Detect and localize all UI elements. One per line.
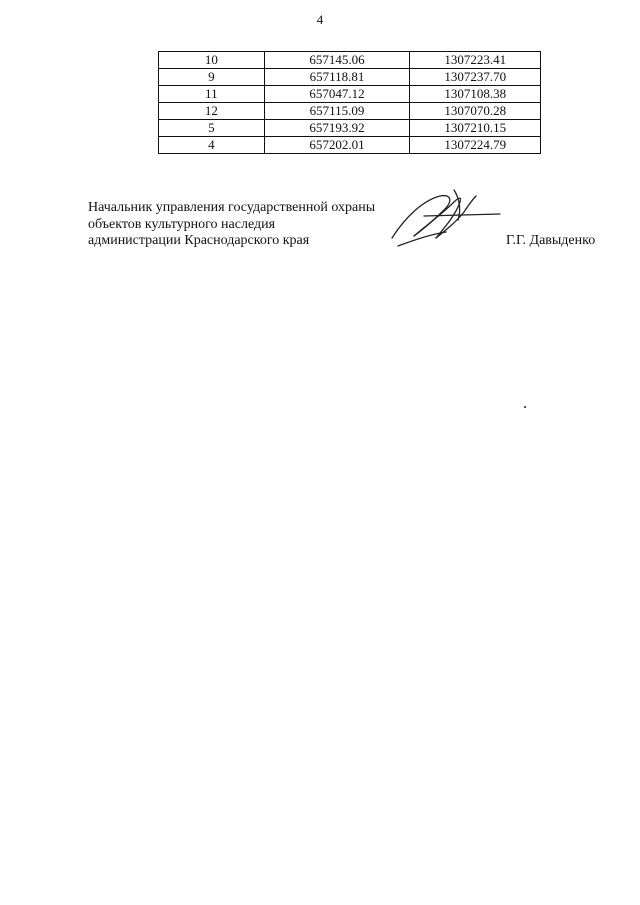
coordinates-table	[158, 51, 541, 154]
table-row	[159, 86, 541, 103]
point-number-cell: 10	[159, 52, 265, 69]
signatory-title-line: объектов культурного наследия	[88, 216, 276, 232]
table-row	[159, 69, 541, 86]
x-coordinate-cell: 657145.06	[264, 52, 410, 69]
signatory-title-line: Начальник управления государственной охраны	[88, 200, 376, 215]
x-coordinate-cell: 657193.92	[264, 120, 410, 137]
point-number-cell: 4	[159, 137, 265, 154]
point-number-cell: 11	[159, 86, 265, 103]
y-coordinate-cell: 1307108.38	[410, 86, 541, 103]
signatory-title	[88, 200, 375, 250]
y-coordinate-cell: 1307070.28	[410, 103, 541, 120]
table-row	[159, 120, 541, 137]
point-number-cell: 12	[159, 103, 265, 120]
point-number-cell: 5	[159, 120, 265, 137]
x-coordinate-cell: 657047.12	[264, 86, 410, 103]
table-row	[159, 103, 541, 120]
y-coordinate-cell: 1307224.79	[410, 137, 541, 154]
y-coordinate-cell: 1307223.41	[410, 52, 541, 69]
x-coordinate-cell: 657118.81	[264, 69, 410, 86]
y-coordinate-cell: 1307237.70	[410, 69, 541, 86]
page-number: 4	[316, 12, 324, 27]
scan-speck	[524, 406, 526, 408]
signatory-name: Г.Г. Давыденко	[506, 233, 596, 248]
point-number-cell: 9	[159, 69, 265, 86]
signature-strokes	[392, 190, 500, 246]
signatory-title-line: администрации Краснодарского края	[88, 233, 310, 248]
table-row	[159, 52, 541, 69]
table-row	[159, 137, 541, 154]
y-coordinate-cell: 1307210.15	[410, 120, 541, 137]
x-coordinate-cell: 657115.09	[264, 103, 410, 120]
handwritten-signature	[384, 186, 502, 252]
x-coordinate-cell: 657202.01	[264, 137, 410, 154]
